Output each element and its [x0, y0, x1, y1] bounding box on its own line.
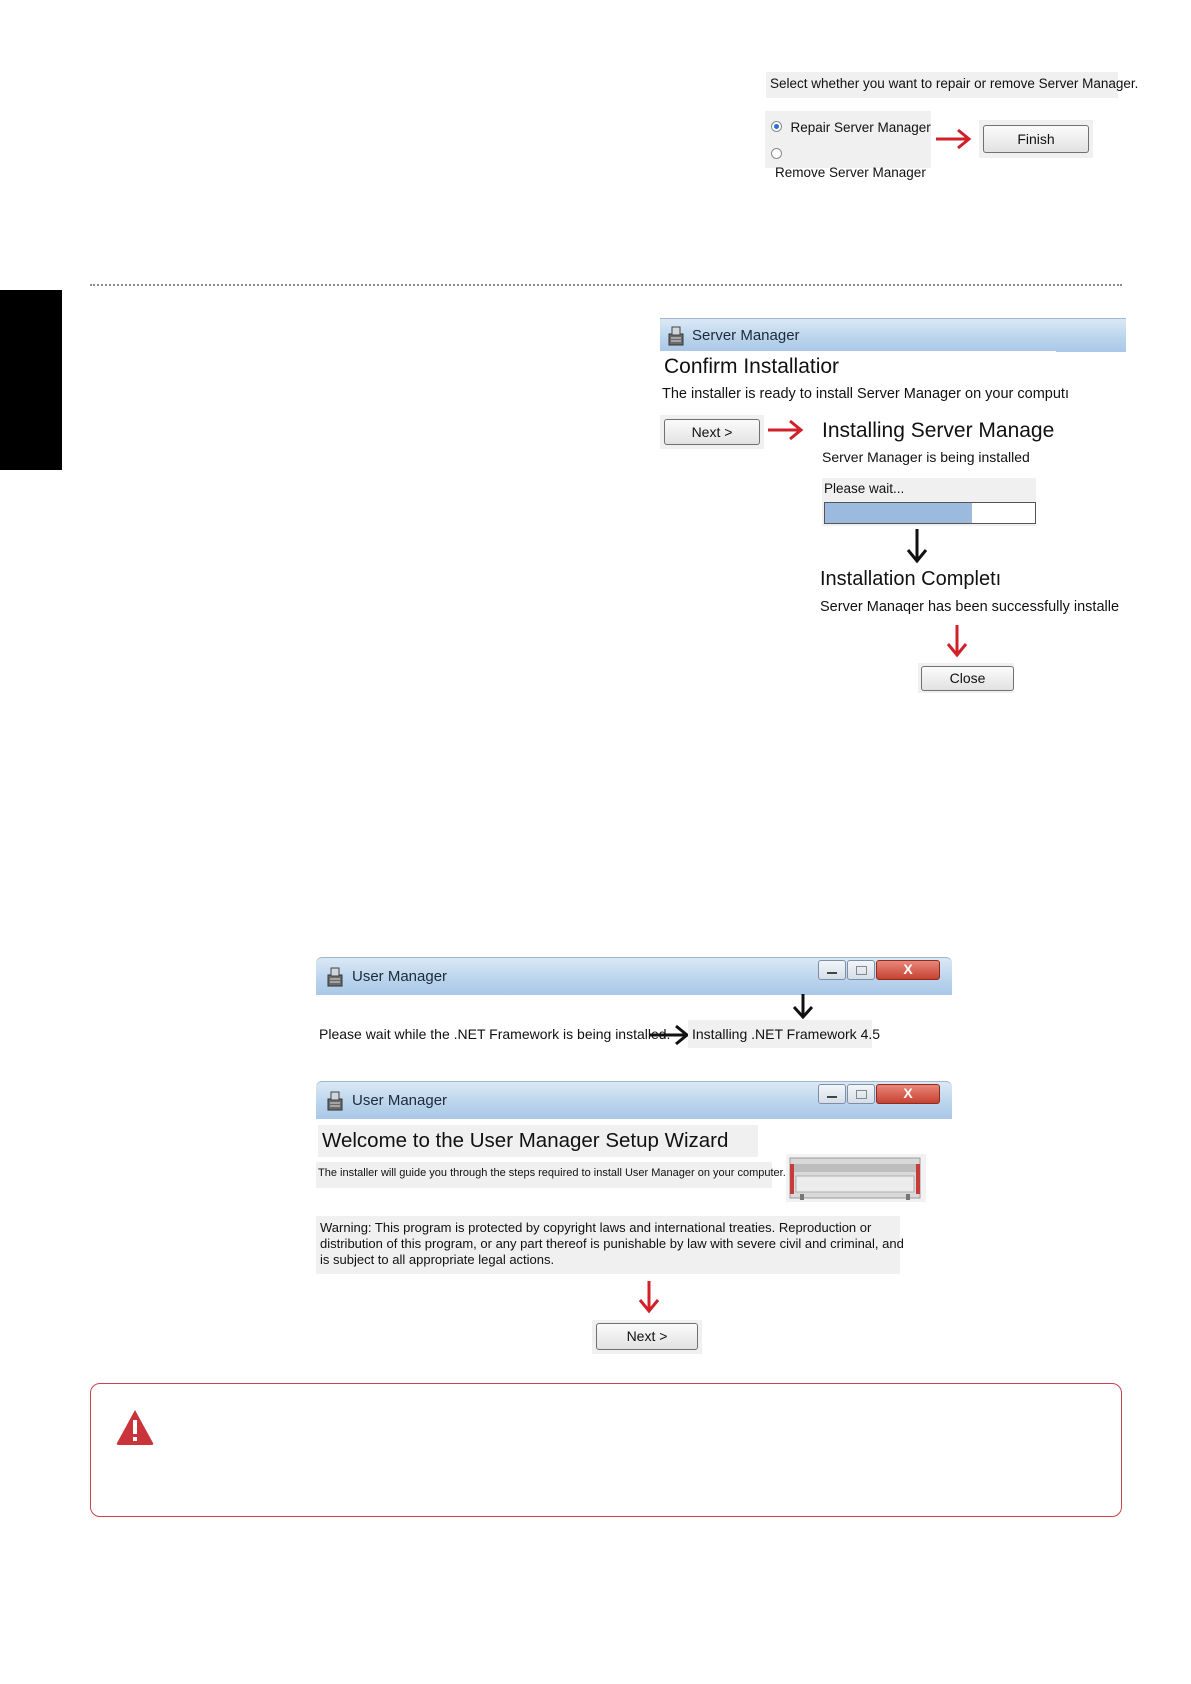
- installer-app-icon: [326, 967, 344, 987]
- next-button[interactable]: Next >: [596, 1323, 698, 1350]
- down-arrow-icon: [792, 994, 814, 1020]
- printer-image: [786, 1154, 926, 1202]
- finish-button[interactable]: Finish: [983, 125, 1089, 153]
- warning-box: [90, 1383, 1122, 1517]
- down-arrow-icon: [946, 624, 968, 658]
- window-title: User Manager: [352, 968, 448, 985]
- repair-remove-prompt: Select whether you want to repair or remove Server Manager.: [770, 76, 1139, 91]
- finish-button-panel: [979, 120, 1093, 158]
- please-wait-text: Please wait...: [824, 481, 905, 496]
- close-icon[interactable]: X: [876, 960, 940, 980]
- guide-text: The installer will guide you through the steps required to install User Manager on your computer.: [318, 1167, 786, 1179]
- down-arrow-icon: [906, 528, 928, 564]
- warning-triangle-icon: [115, 1408, 155, 1446]
- confirm-panel: [660, 351, 1069, 407]
- user-manager-titlebar: [316, 1081, 952, 1119]
- maximize-icon[interactable]: [847, 1084, 875, 1104]
- remove-option-label: Remove Server Manager: [775, 165, 926, 180]
- user-manager-titlebar: [316, 957, 952, 995]
- progress-panel: [822, 478, 1036, 526]
- window-title: User Manager: [352, 1092, 448, 1109]
- next-button[interactable]: Next >: [664, 419, 760, 445]
- next-button-panel: [592, 1320, 702, 1354]
- minimize-icon[interactable]: [818, 960, 846, 980]
- right-arrow-icon: [648, 1024, 690, 1046]
- copyright-warning-panel: [316, 1216, 904, 1274]
- radio-icon[interactable]: [771, 148, 782, 159]
- installer-app-icon: [326, 1091, 344, 1111]
- maximize-icon[interactable]: [847, 960, 875, 980]
- installing-text: Server Manager is being installed: [822, 449, 1030, 465]
- welcome-heading: Welcome to the User Manager Setup Wizard: [322, 1129, 729, 1152]
- copyright-warning-line: distribution of this program, or any part thereof is punishable by law with severe civil and criminal, and: [320, 1236, 904, 1251]
- confirm-installation-heading: Confirm Installatior: [664, 355, 840, 378]
- net-installing-panel: [688, 1020, 881, 1048]
- next-button-panel: [660, 415, 764, 449]
- guide-text-panel: [316, 1162, 786, 1188]
- right-arrow-icon: [766, 419, 804, 441]
- close-icon[interactable]: X: [876, 1084, 940, 1104]
- section-tab-marker: [0, 290, 62, 470]
- copyright-warning-line: Warning: This program is protected by copyright laws and international treaties. Reproduction or: [320, 1220, 872, 1235]
- welcome-heading-panel: [318, 1125, 758, 1157]
- progress-bar: [824, 502, 1036, 524]
- installing-heading: Installing Server Manage: [822, 419, 1055, 442]
- complete-panel: [816, 566, 1120, 620]
- progress-bar-fill: [825, 503, 972, 523]
- window-title: Server Manager: [692, 327, 800, 344]
- repair-option[interactable]: [771, 119, 931, 137]
- net-wait-text: Please wait while the .NET Framework is being installed.: [319, 1026, 671, 1042]
- installer-app-icon: [667, 326, 685, 346]
- close-button-panel: [918, 663, 1014, 693]
- minimize-icon[interactable]: [818, 1084, 846, 1104]
- right-arrow-icon: [934, 128, 972, 150]
- installing-panel: [818, 415, 1082, 471]
- server-manager-titlebar: [660, 318, 1126, 352]
- down-arrow-icon: [638, 1280, 660, 1314]
- repair-remove-prompt-panel: [766, 72, 1139, 98]
- copyright-warning-line: is subject to all appropriate legal actions.: [320, 1252, 555, 1267]
- confirm-installation-text: The installer is ready to install Server Manager on your computı: [662, 386, 1069, 402]
- repair-remove-options: [765, 111, 931, 180]
- close-button[interactable]: Close: [921, 666, 1014, 691]
- repair-option-label: Repair Server Manager: [790, 120, 931, 135]
- installation-complete-heading: Installation Completı: [820, 568, 1002, 590]
- remove-option[interactable]: [771, 146, 931, 182]
- net-wait-panel: [317, 1022, 671, 1048]
- section-divider: [90, 284, 1122, 286]
- net-installing-text: Installing .NET Framework 4.5: [692, 1026, 881, 1042]
- radio-icon[interactable]: [771, 121, 782, 132]
- installation-complete-text: Server Manaqer has been successfully installe: [820, 599, 1120, 615]
